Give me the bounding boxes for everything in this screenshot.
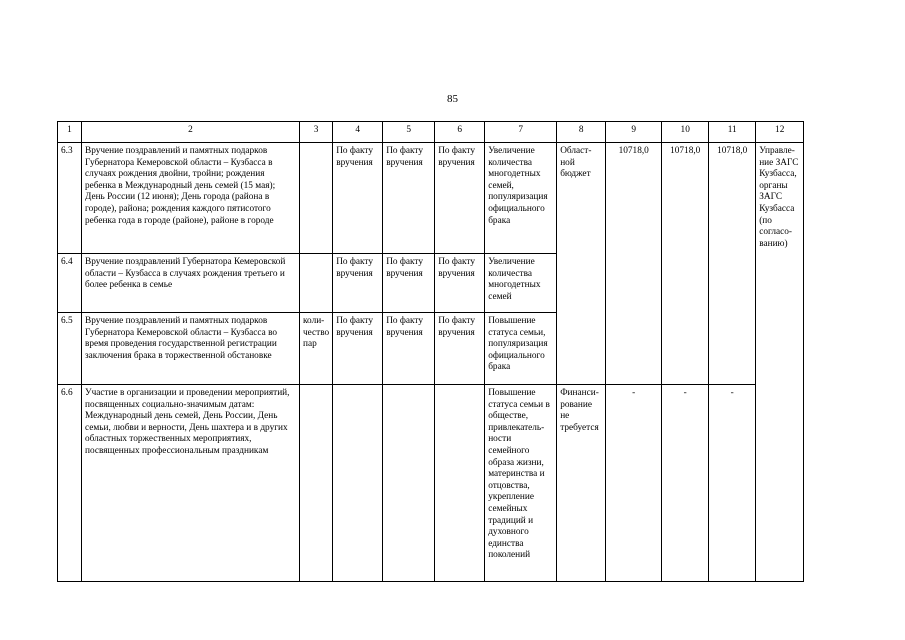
row-number: 6.3 bbox=[58, 143, 82, 254]
funding-amount: - bbox=[606, 385, 662, 582]
column-number: 12 bbox=[756, 122, 804, 143]
indicator-cell: коли-чество пар bbox=[300, 313, 333, 385]
column-number: 6 bbox=[435, 122, 485, 143]
row-number: 6.6 bbox=[58, 385, 82, 582]
column-number: 7 bbox=[485, 122, 557, 143]
funding-amount: 10718,0 bbox=[709, 143, 756, 385]
term-cell bbox=[383, 385, 435, 582]
funding-amount: 10718,0 bbox=[662, 143, 709, 385]
column-number: 11 bbox=[709, 122, 756, 143]
responsible-executor: Управле-ние ЗАГС Кузбасса, органы ЗАГС Кузбасса (по согласо-ванию) bbox=[756, 143, 804, 582]
term-cell: По факту вручения bbox=[333, 254, 383, 313]
funding-amount: 10718,0 bbox=[606, 143, 662, 385]
term-cell: По факту вручения bbox=[435, 254, 485, 313]
expected-result: Повышение статуса семьи в обществе, привлекатель-ности семейного образа жизни, материнства и отцовства, укрепление семейных традиций и духовного единства поколений bbox=[485, 385, 557, 582]
column-number: 9 bbox=[606, 122, 662, 143]
column-number: 8 bbox=[557, 122, 606, 143]
activity-description: Участие в организации и проведении мероприятий, посвященных социально-значимым датам: Международный день семей, День России, День семьи, любви и верности, День шахтера и в других областных торжественных мероприятиях, посвященных профессиональным праздникам bbox=[82, 385, 300, 582]
activity-description: Вручение поздравлений Губернатора Кемеровской области – Кузбасса в случаях рождения третьего и более ребенка в семье bbox=[82, 254, 300, 313]
row-number: 6.4 bbox=[58, 254, 82, 313]
funding-source: Финанси-рование не требуется bbox=[557, 385, 606, 582]
program-table bbox=[57, 121, 804, 582]
term-cell: По факту вручения bbox=[435, 143, 485, 254]
indicator-cell bbox=[300, 143, 333, 254]
column-number: 10 bbox=[662, 122, 709, 143]
activity-description: Вручение поздравлений и памятных подарков Губернатора Кемеровской области – Кузбасса во время проведения государственной регистрации заключения брака в торжественной обстановке bbox=[82, 313, 300, 385]
table-row-6-3 bbox=[58, 143, 804, 254]
term-cell: По факту вручения bbox=[383, 313, 435, 385]
term-cell bbox=[435, 385, 485, 582]
funding-source: Област-ной бюджет bbox=[557, 143, 606, 385]
term-cell: По факту вручения bbox=[333, 143, 383, 254]
column-number: 5 bbox=[383, 122, 435, 143]
column-number: 4 bbox=[333, 122, 383, 143]
column-number-row bbox=[58, 122, 804, 143]
term-cell bbox=[333, 385, 383, 582]
expected-result: Повышение статуса семьи, популяризация официального брака bbox=[485, 313, 557, 385]
funding-amount: - bbox=[662, 385, 709, 582]
column-number: 3 bbox=[300, 122, 333, 143]
column-number: 2 bbox=[82, 122, 300, 143]
term-cell: По факту вручения bbox=[435, 313, 485, 385]
indicator-cell bbox=[300, 254, 333, 313]
indicator-cell bbox=[300, 385, 333, 582]
activity-description: Вручение поздравлений и памятных подарков Губернатора Кемеровской области – Кузбасса в случаях рождения двойни, тройни; рождения ребенка в Международный день семей (15 мая); День России (12 июня); День города (района в городе), района; рождения каждого пятисотого ребенка года в городе (районе), районе в городе bbox=[82, 143, 300, 254]
funding-amount: - bbox=[709, 385, 756, 582]
term-cell: По факту вручения bbox=[383, 143, 435, 254]
term-cell: По факту вручения bbox=[333, 313, 383, 385]
term-cell: По факту вручения bbox=[383, 254, 435, 313]
row-number: 6.5 bbox=[58, 313, 82, 385]
expected-result: Увеличение количества многодетных семей bbox=[485, 254, 557, 313]
column-number: 1 bbox=[58, 122, 82, 143]
page-number: 85 bbox=[447, 93, 458, 105]
table-row-6-6 bbox=[58, 385, 804, 582]
expected-result: Увеличение количества многодетных семей, популяризация официального брака bbox=[485, 143, 557, 254]
